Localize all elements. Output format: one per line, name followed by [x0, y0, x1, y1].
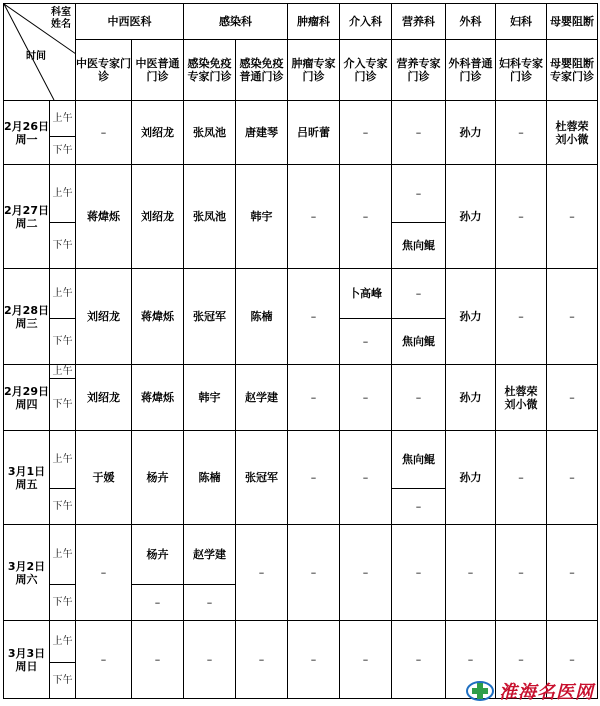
schedule-cell: 唐建琴 — [236, 101, 288, 165]
day-cell: 2月27日 周二 — [4, 165, 50, 269]
day-cell: 2月28日 周三 — [4, 269, 50, 365]
schedule-cell: – — [496, 525, 547, 621]
schedule-cell: – — [288, 269, 340, 365]
period-am: 上午 — [50, 165, 76, 223]
period-pm: 下午 — [50, 489, 76, 525]
day-cell: 3月1日 周五 — [4, 431, 50, 525]
schedule-cell: – — [76, 525, 132, 621]
period-pm: 下午 — [50, 663, 76, 699]
day-cell: 2月26日 周一 — [4, 101, 50, 165]
period-pm: 下午 — [50, 379, 76, 431]
schedule-cell: 卜高峰 — [340, 269, 392, 319]
schedule-cell: – — [340, 431, 392, 525]
day-cell: 2月29日 周四 — [4, 365, 50, 431]
schedule-cell: – — [288, 365, 340, 431]
schedule-cell: – — [340, 319, 392, 365]
period-pm: 下午 — [50, 585, 76, 621]
schedule-cell: – — [496, 165, 547, 269]
schedule-cell: 刘绍龙 — [132, 165, 184, 269]
medical-cross-logo-icon — [465, 679, 495, 703]
schedule-cell: – — [340, 525, 392, 621]
schedule-cell: 孙力 — [446, 165, 496, 269]
schedule-cell: – — [288, 431, 340, 525]
schedule-cell: – — [496, 621, 547, 699]
schedule-cell: – — [76, 101, 132, 165]
schedule-cell: – — [496, 101, 547, 165]
watermark-text: 淮海名医网 — [499, 682, 594, 703]
schedule-cell: – — [392, 269, 446, 319]
dept-header: 母婴阻断 — [547, 4, 598, 40]
schedule-cell: – — [547, 269, 598, 365]
schedule-cell: – — [132, 621, 184, 699]
period-am: 上午 — [50, 525, 76, 585]
clinic-header: 母婴阻断专家门诊 — [547, 40, 598, 101]
schedule-cell: 蒋煒烁 — [132, 269, 184, 365]
dept-header: 外科 — [446, 4, 496, 40]
schedule-cell: – — [288, 525, 340, 621]
schedule-cell: 于媛 — [76, 431, 132, 525]
schedule-cell: – — [392, 365, 446, 431]
schedule-table — [3, 3, 598, 699]
schedule-cell: 刘绍龙 — [76, 269, 132, 365]
clinic-header: 中医专家门诊 — [76, 40, 132, 101]
clinic-header: 外科普通门诊 — [446, 40, 496, 101]
dept-header: 妇科 — [496, 4, 547, 40]
schedule-cell: – — [547, 525, 598, 621]
schedule-cell: 杨卉 — [132, 525, 184, 585]
schedule-cell: – — [132, 585, 184, 621]
clinic-header: 感染免疫普通门诊 — [236, 40, 288, 101]
schedule-cell: 杨卉 — [132, 431, 184, 525]
period-pm: 下午 — [50, 137, 76, 165]
dept-header: 感染科 — [184, 4, 288, 40]
schedule-cell: 刘绍龙 — [76, 365, 132, 431]
schedule-cell: – — [547, 431, 598, 525]
period-pm: 下午 — [50, 223, 76, 269]
schedule-cell: – — [288, 165, 340, 269]
clinic-header: 介入专家门诊 — [340, 40, 392, 101]
schedule-cell: 陈楠 — [236, 269, 288, 365]
schedule-cell: 张冠军 — [184, 269, 236, 365]
schedule-cell: – — [340, 621, 392, 699]
schedule-cell: 韩宇 — [184, 365, 236, 431]
period-pm: 下午 — [50, 319, 76, 365]
schedule-cell: – — [496, 269, 547, 365]
schedule-cell: 焦向鲲 — [392, 431, 446, 489]
clinic-header: 肿瘤专家门诊 — [288, 40, 340, 101]
schedule-cell: 张凤池 — [184, 101, 236, 165]
schedule-cell: – — [392, 165, 446, 223]
schedule-cell: 杜蓉荣 刘小微 — [547, 101, 598, 165]
corner-dept-label: 科室 — [51, 7, 71, 18]
clinic-header: 中医普通门诊 — [132, 40, 184, 101]
dept-header: 营养科 — [392, 4, 446, 40]
period-am: 上午 — [50, 621, 76, 663]
schedule-cell: 张凤池 — [184, 165, 236, 269]
clinic-header: 妇科专家门诊 — [496, 40, 547, 101]
schedule-cell: 孙力 — [446, 431, 496, 525]
period-am: 上午 — [50, 431, 76, 489]
schedule-cell: 焦向鲲 — [392, 223, 446, 269]
schedule-cell: – — [288, 621, 340, 699]
schedule-cell: – — [184, 585, 236, 621]
schedule-cell: – — [392, 525, 446, 621]
corner-time-label: 时间 — [26, 51, 46, 62]
period-am: 上午 — [50, 269, 76, 319]
schedule-cell: 孙力 — [446, 365, 496, 431]
schedule-cell: – — [76, 621, 132, 699]
period-am: 上午 — [50, 365, 76, 379]
schedule-cell: – — [340, 101, 392, 165]
day-cell: 3月3日 周日 — [4, 621, 50, 699]
schedule-cell: – — [184, 621, 236, 699]
schedule-cell: – — [446, 621, 496, 699]
day-cell: 3月2日 周六 — [4, 525, 50, 621]
schedule-cell: 蒋煒烁 — [132, 365, 184, 431]
corner-name-label: 姓名 — [51, 19, 71, 30]
clinic-header: 营养专家门诊 — [392, 40, 446, 101]
schedule-cell: 韩宇 — [236, 165, 288, 269]
corner-header — [4, 4, 76, 101]
schedule-cell: – — [392, 621, 446, 699]
schedule-cell: – — [547, 365, 598, 431]
schedule-cell: – — [547, 165, 598, 269]
schedule-cell: 陈楠 — [184, 431, 236, 525]
schedule-cell: 孙力 — [446, 101, 496, 165]
schedule-cell: – — [547, 621, 598, 699]
schedule-cell: – — [392, 101, 446, 165]
schedule-cell: 赵学建 — [236, 365, 288, 431]
schedule-cell: – — [236, 525, 288, 621]
schedule-cell: – — [496, 431, 547, 525]
clinic-header: 感染免疫专家门诊 — [184, 40, 236, 101]
schedule-cell: – — [340, 365, 392, 431]
site-watermark — [465, 678, 594, 704]
schedule-cell: – — [340, 165, 392, 269]
dept-header: 肿瘤科 — [288, 4, 340, 40]
dept-header: 中西医科 — [76, 4, 184, 40]
schedule-cell: 赵学建 — [184, 525, 236, 585]
schedule-cell: – — [236, 621, 288, 699]
schedule-cell: – — [392, 489, 446, 525]
schedule-cell: 杜蓉荣 刘小微 — [496, 365, 547, 431]
dept-header: 介入科 — [340, 4, 392, 40]
schedule-cell: 刘绍龙 — [132, 101, 184, 165]
schedule-cell: – — [446, 525, 496, 621]
schedule-cell: 吕昕蕾 — [288, 101, 340, 165]
schedule-cell: 张冠军 — [236, 431, 288, 525]
period-am: 上午 — [50, 101, 76, 137]
schedule-cell: 蒋煒烁 — [76, 165, 132, 269]
schedule-cell: 孙力 — [446, 269, 496, 365]
schedule-cell: 焦向鲲 — [392, 319, 446, 365]
